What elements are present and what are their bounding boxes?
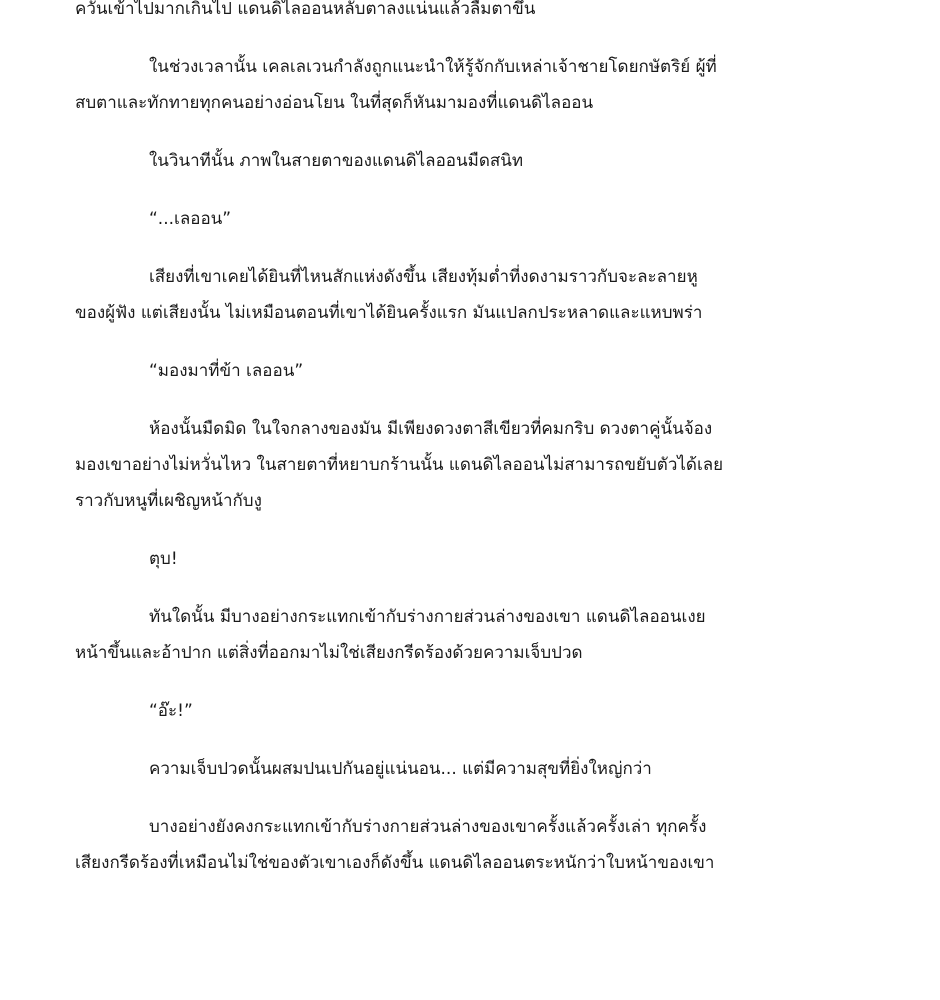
text-line: บางอย่างยังคงกระแทกเข้ากับร่างกายส่วนล่างของเขาครั้งแล้วครั้งเล่า ทุกครั้ง bbox=[149, 817, 707, 837]
paragraph bbox=[75, 0, 887, 27]
paragraph-gap bbox=[75, 787, 887, 809]
paragraph-gap bbox=[75, 331, 887, 353]
text-line: ห้องนั้นมืดมิด ในใจกลางของมัน มีเพียงดวงตาสีเขียวที่คมกริบ ดวงตาคู่นั้นจ้อง bbox=[149, 419, 713, 439]
text-line: ในช่วงเวลานั้น เคลเลเวนกำลังถูกแนะนำให้รู้จักกับเหล่าเจ้าชายโดยกษัตริย์ ผู้ที่ bbox=[149, 57, 717, 77]
paragraph-gap bbox=[75, 671, 887, 693]
paragraph bbox=[75, 411, 887, 519]
text-line: “มองมาที่ข้า เลออน” bbox=[149, 361, 304, 381]
text-line: ของผู้ฟัง แต่เสียงนั้น ไม่เหมือนตอนที่เขาได้ยินครั้งแรก มันแปลกประหลาดและแหบพร่า bbox=[75, 303, 703, 323]
text-line: ในวินาทีนั้น ภาพในสายตาของแดนดิไลออนมืดสนิท bbox=[149, 151, 524, 171]
paragraph-gap bbox=[75, 389, 887, 411]
paragraph bbox=[75, 143, 887, 179]
text-line: “อ๊ะ!” bbox=[149, 701, 193, 721]
text-line: เสียงกรีดร้องที่เหมือนไม่ใช่ของตัวเขาเองก็ดังขึ้น แดนดิไลออนตระหนักว่าใบหน้าของเขา bbox=[75, 853, 715, 873]
text-line: เสียงที่เขาเคยได้ยินที่ไหนสักแห่งดังขึ้น เสียงทุ้มต่ำที่งดงามราวกับจะละลายหู bbox=[149, 267, 698, 287]
document-body bbox=[75, 0, 887, 881]
text-line: ทันใดนั้น มีบางอย่างกระแทกเข้ากับร่างกายส่วนล่างของเขา แดนดิไลออนเงย bbox=[149, 607, 706, 627]
text-line: มองเขาอย่างไม่หวั่นไหว ในสายตาที่หยาบกร้านนั้น แดนดิไลออนไม่สามารถขยับตัวได้เลย bbox=[75, 455, 724, 475]
paragraph bbox=[75, 541, 887, 577]
paragraph bbox=[75, 353, 887, 389]
text-line: “...เลออน” bbox=[149, 209, 232, 229]
text-line: ควันเข้าไปมากเกินไป แดนดิไลออนหลับตาลงแน่นแล้วลืมตาขึ้น bbox=[75, 0, 536, 19]
paragraph bbox=[75, 693, 887, 729]
text-line: ตุบ! bbox=[149, 549, 178, 569]
paragraph bbox=[75, 809, 887, 881]
paragraph-gap bbox=[75, 121, 887, 143]
text-line: หน้าขึ้นและอ้าปาก แต่สิ่งที่ออกมาไม่ใช่เสียงกรีดร้องด้วยความเจ็บปวด bbox=[75, 643, 583, 663]
paragraph-gap bbox=[75, 519, 887, 541]
text-line: ราวกับหนูที่เผชิญหน้ากับงู bbox=[75, 491, 262, 511]
text-line: สบตาและทักทายทุกคนอย่างอ่อนโยน ในที่สุดก็หันมามองที่แดนดิไลออน bbox=[75, 93, 594, 113]
text-line: ความเจ็บปวดนั้นผสมปนเปกันอยู่แน่นอน... แต่มีความสุขที่ยิ่งใหญ่กว่า bbox=[149, 759, 652, 779]
paragraph bbox=[75, 49, 887, 121]
paragraph-gap bbox=[75, 27, 887, 49]
paragraph-gap bbox=[75, 179, 887, 201]
paragraph bbox=[75, 751, 887, 787]
paragraph-gap bbox=[75, 577, 887, 599]
paragraph bbox=[75, 599, 887, 671]
paragraph bbox=[75, 259, 887, 331]
paragraph-gap bbox=[75, 729, 887, 751]
paragraph bbox=[75, 201, 887, 237]
paragraph-gap bbox=[75, 237, 887, 259]
